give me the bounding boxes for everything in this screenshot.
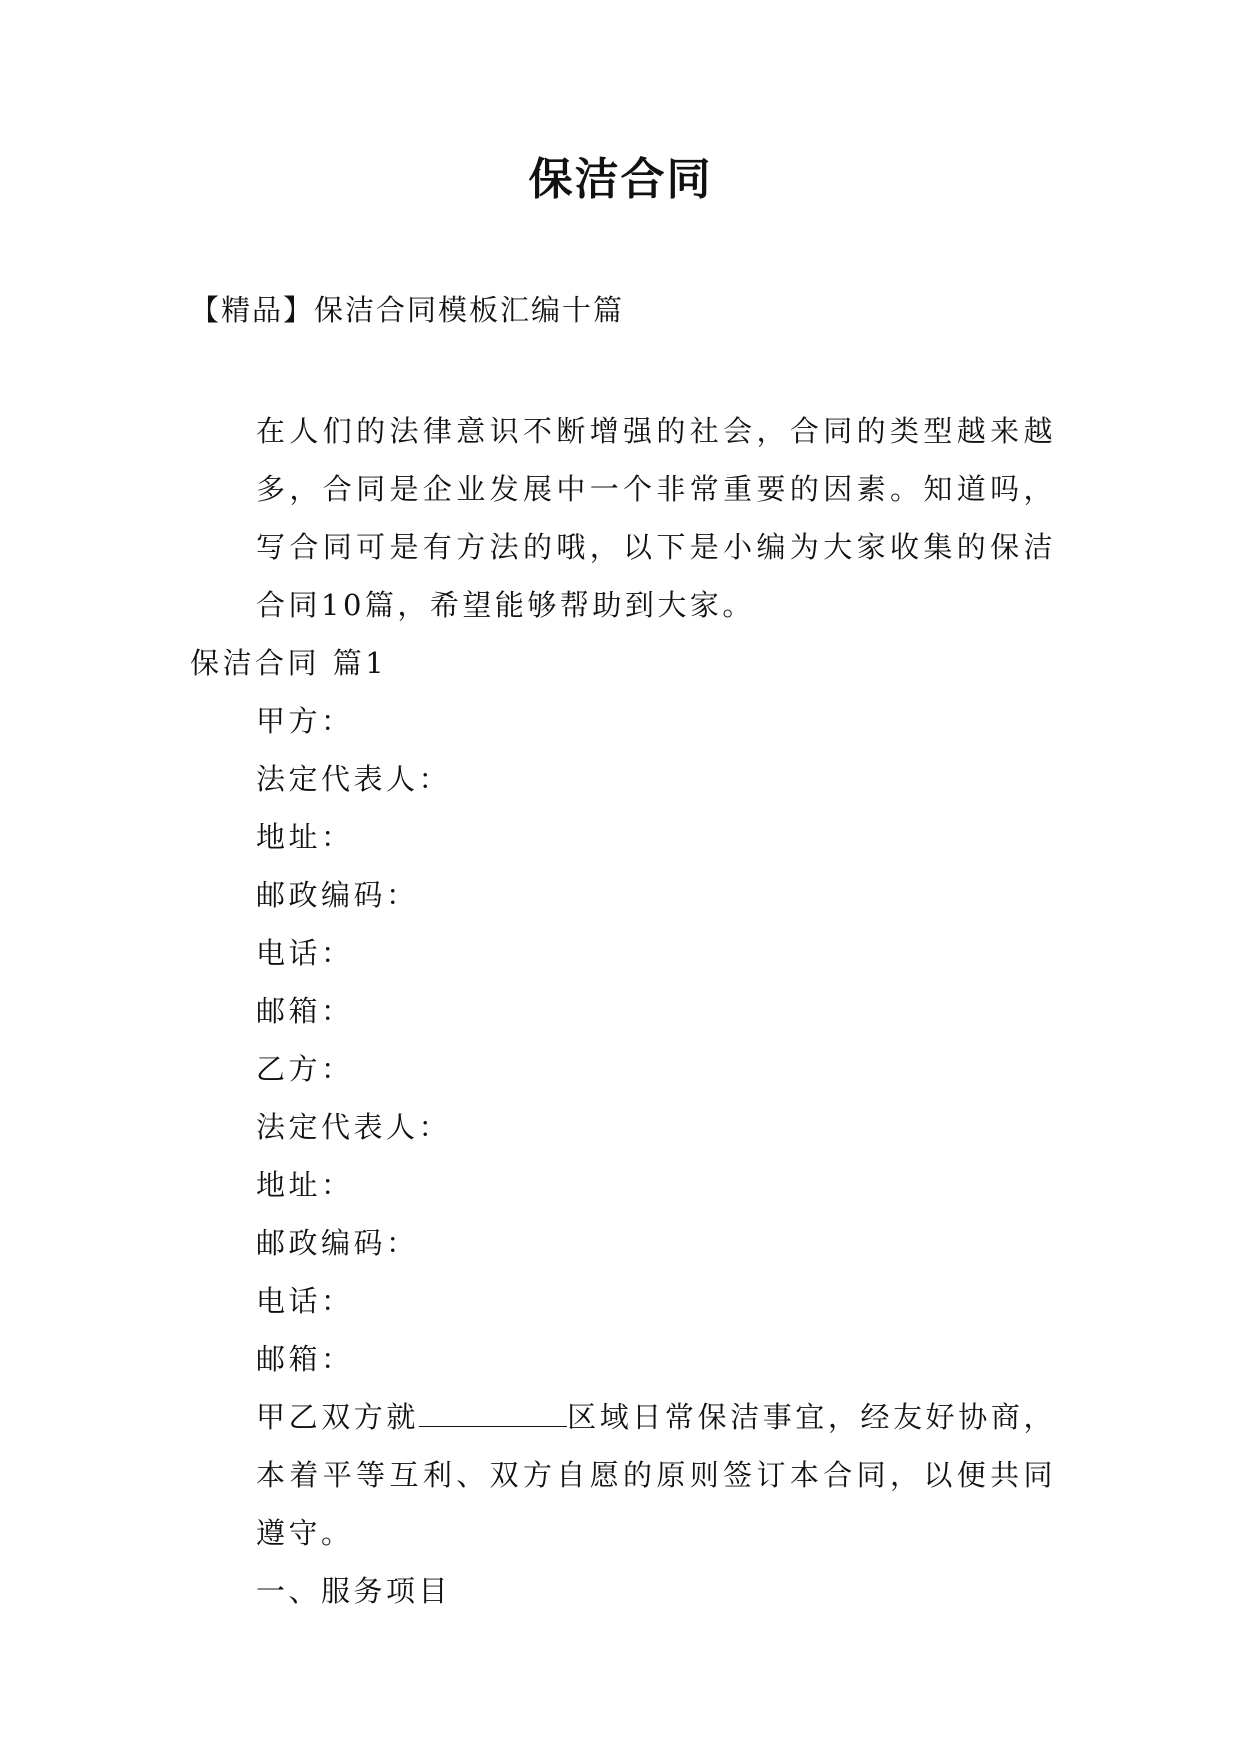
agreement-paragraph (190, 1388, 1056, 1562)
document-subtitle: 【精品】保洁合同模板汇编十篇 (190, 293, 625, 327)
agreement-text-end: 区域日常保洁事宜，经友好协商，本着平等互利、双方自愿的原则签订本合同，以便共同遵守。 (256, 1400, 1056, 1550)
party-a-email-field: 邮箱： (256, 994, 354, 1028)
party-b-email-field: 邮箱： (256, 1342, 354, 1376)
party-a-postcode-field: 邮政编码： (256, 878, 419, 912)
intro-paragraph: 在人们的法律意识不断增强的社会，合同的类型越来越多，合同是企业发展中一个非常重要的因素。知道吗，写合同可是有方法的哦，以下是小编为大家收集的保洁合同10篇，希望能够帮助到大家。 (256, 414, 1056, 622)
area-blank-line (419, 1402, 567, 1427)
document-title: 保洁合同 (528, 154, 713, 205)
party-a-representative-field: 法定代表人： (256, 762, 452, 796)
party-a-phone-field: 电话： (256, 936, 354, 970)
party-b-postcode-field: 邮政编码： (256, 1226, 419, 1260)
party-a-address-field: 地址： (256, 820, 354, 854)
party-a-label: 甲方： (256, 704, 354, 738)
section-heading: 保洁合同 篇1 (190, 646, 388, 680)
party-b-label: 乙方： (256, 1052, 354, 1086)
agreement-text-start: 甲乙双方就 (256, 1400, 419, 1434)
party-b-address-field: 地址： (256, 1168, 354, 1202)
party-b-representative-field: 法定代表人： (256, 1110, 452, 1144)
document-body (190, 402, 1056, 1620)
party-b-phone-field: 电话： (256, 1284, 354, 1318)
clause-service-items: 一、服务项目 (256, 1574, 452, 1608)
